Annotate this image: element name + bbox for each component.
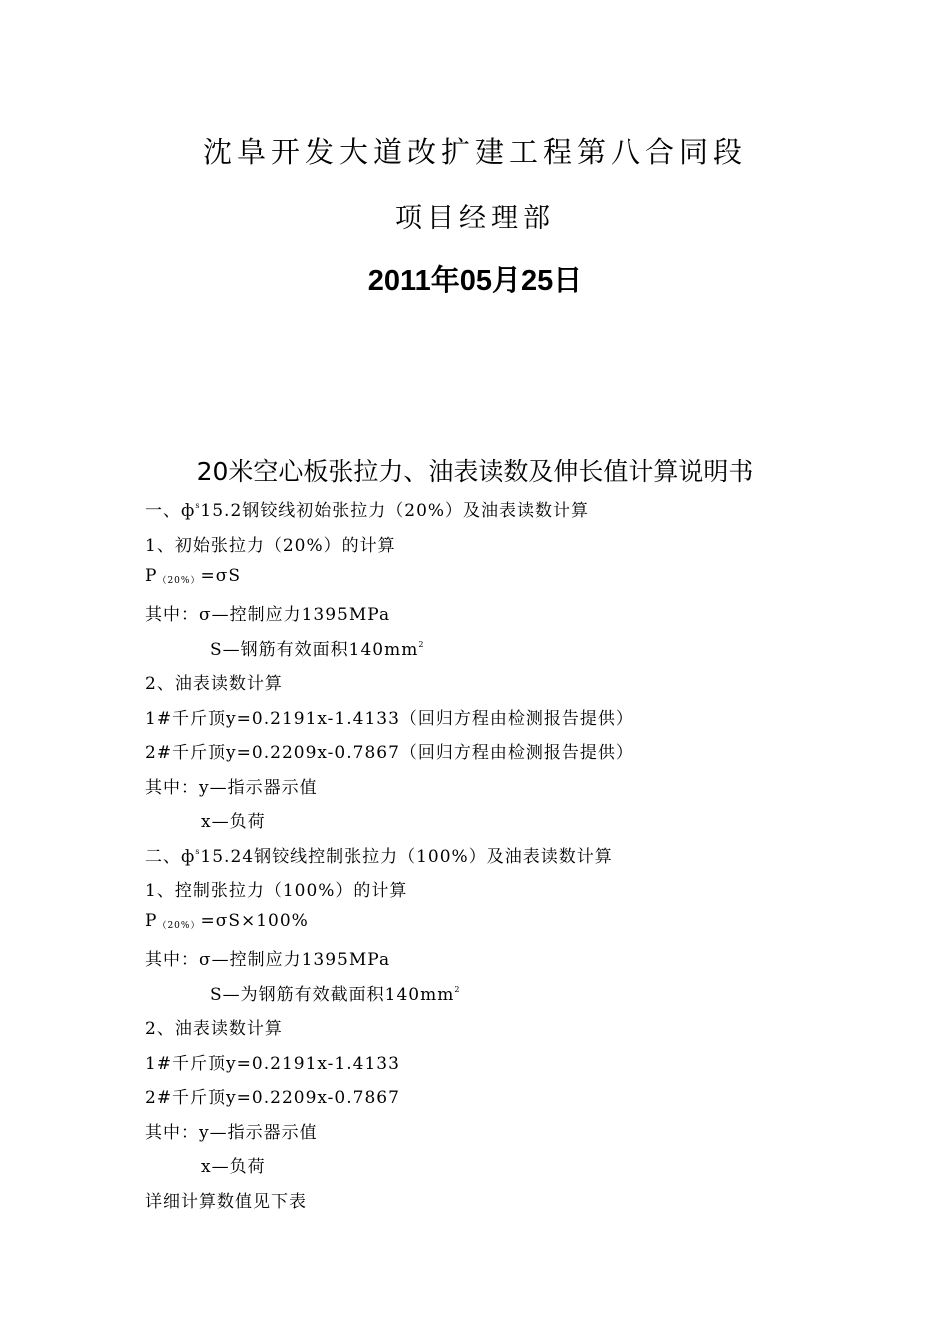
section-2-1: 1、控制张拉力（100%）的计算 — [145, 881, 408, 901]
section-2-where-s: S—为钢筋有效截面积$140mm^2$ — [210, 985, 461, 1005]
footer-note: 详细计算数值见下表 — [145, 1192, 307, 1212]
section-2-where-x: x—负荷 — [201, 1157, 266, 1177]
section-1-formula: $P_{(20\%)}=\sigma S$ — [145, 566, 241, 586]
section-2-jack-2: 2#千斤顶y=0.2209x-0.7867 — [145, 1088, 400, 1108]
section-1-jack-2: 2#千斤顶y=0.2209x-0.7867（回归方程由检测报告提供） — [145, 743, 634, 763]
section-2-heading: 二、$ф^s15.24$钢铰线控制张拉力（100%）及油表读数计算 — [145, 847, 613, 867]
document-date: 2011年05月25日 — [367, 265, 583, 297]
section-2-where-sigma: 其中：σ—控制应力1395MPa — [145, 950, 391, 970]
section-1-where-s: S—钢筋有效面积$140mm^2$ — [210, 640, 425, 660]
section-2-2: 2、油表读数计算 — [145, 1019, 283, 1039]
section-1-jack-1: 1#千斤顶y=0.2191x-1.4133（回归方程由检测报告提供） — [145, 709, 634, 729]
section-2-jack-1: 1#千斤顶y=0.2191x-1.4133 — [145, 1054, 400, 1074]
section-1-heading: 一、$ф^s15.2$钢铰线初始张拉力（20%）及油表读数计算 — [145, 501, 590, 521]
section-1-2: 2、油表读数计算 — [145, 674, 283, 694]
section-1-1: 1、初始张拉力（20%）的计算 — [145, 536, 396, 556]
document-title: 20米空心板张拉力、油表读数及伸长值计算说明书 — [196, 457, 754, 486]
department-title: 项目经理部 — [395, 203, 555, 234]
section-2-formula: $P_{(20\%)}=\sigma S\times 100\%$ — [145, 911, 309, 931]
section-1-where-y: 其中：y—指示器示值 — [145, 778, 318, 798]
section-1-where-x: x—负荷 — [201, 812, 266, 832]
section-2-where-y: 其中：y—指示器示值 — [145, 1123, 318, 1143]
company-title: 沈阜开发大道改扩建工程第八合同段 — [202, 135, 747, 169]
section-1-where-sigma: 其中：σ—控制应力1395MPa — [145, 605, 391, 625]
